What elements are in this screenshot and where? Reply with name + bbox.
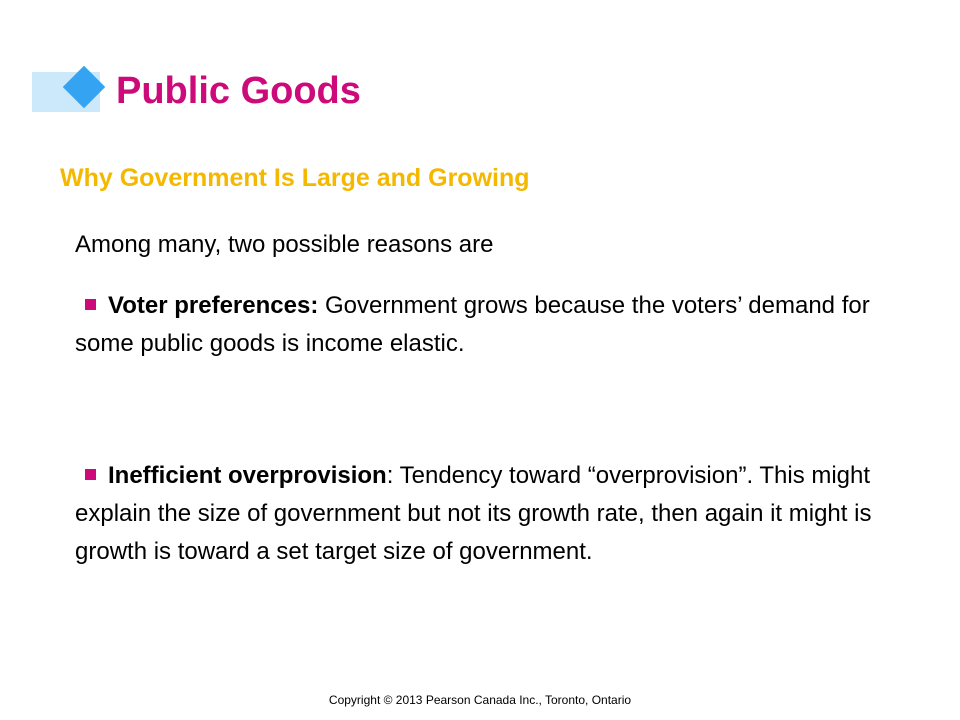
bullet-point-inefficient-overprovision — [75, 457, 915, 571]
slide-title: Public Goods — [116, 70, 361, 112]
point-text: Government grows because the voters’ demand for some public goods is income elastic. — [75, 292, 870, 357]
point-term: Inefficient overprovision — [108, 462, 387, 489]
intro-text: Among many, two possible reasons are — [75, 231, 494, 258]
point-term: Voter preferences: — [108, 292, 319, 319]
slide-subtitle: Why Government Is Large and Growing — [60, 164, 530, 192]
copyright-footer: Copyright © 2013 Pearson Canada Inc., Toronto, Ontario — [328, 693, 632, 707]
bullet-point-voter-preferences — [75, 287, 915, 363]
square-bullet-icon — [85, 469, 96, 480]
point-text: : Tendency toward “overprovision”. This might explain the size of government but not its growth rate, then again it might is growth is toward a set target size of government. — [75, 462, 872, 565]
square-bullet-icon — [85, 299, 96, 310]
